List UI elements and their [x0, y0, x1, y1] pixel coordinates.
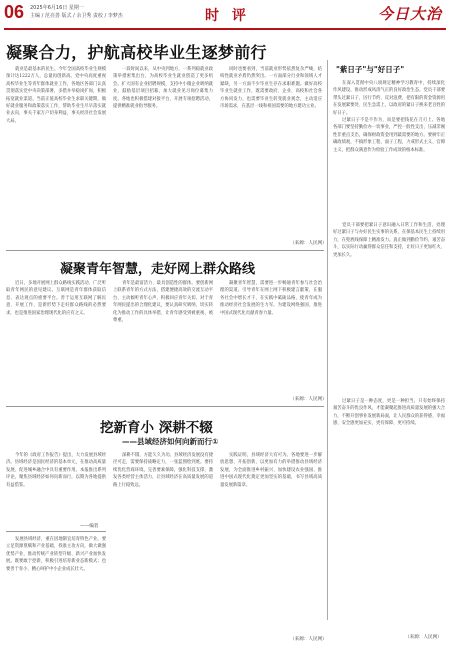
box-paragraph: 过紧日子是一种态度，更是一种担当。只有始终保持艰苦奋斗的优良作风，才能凝聚起推进高质量发展的强大合力，不断开创事业发展新局面，让人民群众的获得感、幸福感、安全感更加充实、更有保障、更可持续。	[333, 399, 445, 427]
article2-column-2	[113, 280, 213, 398]
article3-paragraph: 发展县域经济，重在因地制宜培育特色产业。要立足资源禀赋和产业基础，找准主攻方向，做大做强优势产业，推动传统产业转型升级、新兴产业加快发展。既要敢于挖新，积极引进培育新业态新模式；也要善于育小，精心呵护中小企业成长壮大。	[6, 537, 106, 572]
section-divider	[6, 406, 324, 407]
masthead	[0, 0, 450, 32]
article1-paragraph: 就业是最基本的民生。今年全国高校毕业生规模预计达1222万人，总量再创新高。党中央高度重视高校毕业生等青年群体就业工作，各地区各部门认真贯彻落实党中央决策部署，多措并举稳岗扩岗，积极拓宽就业渠道。当前正值高校毕业生求职关键期，做好就业服务和政策落实工作，帮助毕业生尽早落实就业去向，事关千家万户切身利益，事关经济社会发展大局。	[6, 67, 106, 124]
article3-subheadline: ——县域经济如何向新而行①	[122, 437, 219, 446]
article2-paragraph: 近日，多地开展网上群众路线实践活动，广泛听取青年网民的意见建议。互联网是青年群体获取信息、表达观点的重要平台。善于运用互联网了解民意、开展工作，是新形势下走好群众路线的必然要求，也是推进国家治理现代化的应有之义。	[6, 281, 106, 316]
box-headline: "紫日子"与"好日子"	[336, 65, 405, 74]
article1-column-1	[6, 66, 106, 242]
article2-headline: 凝聚青年智慧，走好网上群众路线	[60, 262, 256, 277]
article3-column-1	[6, 536, 106, 640]
article2-paragraph: 凝聚青年智慧，需要进一步畅通青年参与社会治理的渠道。引导青年在网上网下积极建言献策，在服务社会中增长才干，在实践中砥砺品格，使青年成为推动经济社会发展的生力军，为建设网络强国、推进中国式现代化贡献青春力量。	[220, 281, 322, 316]
article1-headline: 凝聚合力，护航高校毕业生逐梦前行	[6, 43, 267, 62]
section-title: 时 评	[205, 8, 250, 24]
article3-headline: 挖新育小 深耕不辍	[100, 420, 213, 436]
box-column-3	[333, 398, 445, 620]
article3-column-2	[113, 452, 213, 640]
editors-line: 主编 / 范亮善 版式 / 余卫秀 责校 / 李梦杰	[30, 13, 123, 19]
masthead-rule	[4, 28, 446, 30]
issue-date: 2025年6月16日 星期一	[30, 5, 84, 11]
article3-intro	[6, 452, 106, 522]
article3-column-3	[220, 452, 322, 632]
article3-paragraph: 今年的《政府工作报告》提出，大力发展县域经济。县域经济是国民经济的基本单元，在推动高质量发展、促进城乡融合中具有重要作用。本报推出系列评论，聚焦县域经济如何向新而行，以期为各地提供有益借鉴。	[6, 453, 106, 488]
article3-paragraph: 实践证明，县域经济大有可为。各地要进一步解放思想、开拓创新，以更加有力的举措推动县域经济发展，为全面推进乡村振兴、加快建设农业强国、推进中国式现代化奠定更加坚实的基础，书写县域高质量发展新篇章。	[220, 453, 322, 488]
page-number: 06	[4, 2, 25, 22]
box-column-2	[333, 222, 445, 392]
box-source: （来源：人民网）	[405, 635, 442, 640]
article1-column-3	[220, 66, 322, 242]
box-column-1	[333, 80, 445, 216]
box-paragraph: 过紧日子不是不作为，而是要把钱花在刀刃上。各地各部门要坚持勤俭办一切事业，严控一般性支出，压减非刚性非重点支出，确保财政资金用到最需要的地方。要树牢正确政绩观，不搞形象工程、面子工程，力戒形式主义、官僚主义，把群众满意作为检验工作成效的根本标准。	[333, 118, 445, 153]
article3-paragraph: 深耕不辍，方能久久为功。县域经济发展没有捷径可走，需要保持战略定力，一张蓝图绘到底。要持续优化营商环境，完善要素保障，强化科技支撑，激发各类经营主体活力，让县域经济在高质量发展的道路上行稳致远。	[113, 453, 213, 488]
article2-paragraph: 青年是最富活力、最具创造性的群体。要创新网上联系青年的方式方法，搭建便捷高效的交流互动平台，主动倾听青年心声，积极回应青年关切。对于青年网民提出的合理化建议，要认真研究吸纳，切实转化为推动工作的具体举措，让青年感受到被重视、被尊重。	[113, 281, 213, 324]
article2-column-1	[6, 280, 106, 398]
intro-divider	[6, 531, 106, 532]
box-paragraph: 党员干部要把紧日子意识融入日常工作和生活，处理好过紧日子与办好民生实事的关系，在保基本民生上持续用力，在兜底线保障上精准发力。真正做到勤俭节约、艰苦奋斗，以实际行动赢得群众信任和支持，让好日子更加红火、更加长久。	[333, 223, 445, 258]
box-paragraph: 在深入贯彻中央八项规定精神学习教育中，持续深化作风建设，推动形成风清气正的良好政治生态。党员干部要带头过紧日子，厉行节约、反对浪费，把有限的资金资源用在发展紧要处、民生急需上，以政府的紧日子换来老百姓的好日子。	[333, 81, 445, 116]
newspaper-logo: 今日大治	[377, 5, 442, 23]
article3-source: （来源：人民网）	[290, 637, 327, 642]
article1-paragraph: 一段时间以来，从中央到地方，一系列稳就业政策举措密集出台，为高校毕业生就业创造了更多机会。扩大国有企业招聘规模，支持中小微企业吸纳就业，鼓励基层项目招募，加大就业见习岗位募集力度。各地也积极搭建对接平台，开展专项招聘活动，提供精准就业指导服务。	[113, 67, 213, 110]
article2-source: （来源：人民网）	[290, 397, 327, 402]
article1-column-2	[113, 66, 213, 242]
article1-paragraph: 同时也要看到，当前就业形势依然复杂严峻，结构性就业矛盾仍然突出。一方面部分行业和领域人才紧缺，另一方面不少毕业生存在求职难题。做好高校毕业生就业工作，既需要政府、企业、高校和社会各方协同发力，也需要毕业生转变就业观念，主动适应市场需求，在基层一线和祖国需要的地方建功立业。	[220, 67, 322, 110]
article2-column-3	[220, 280, 322, 392]
article1-source: （来源：人民网）	[290, 241, 327, 246]
column-divider	[327, 60, 328, 620]
section-divider	[6, 250, 324, 251]
article3-editor-note: ——编者	[80, 524, 99, 529]
